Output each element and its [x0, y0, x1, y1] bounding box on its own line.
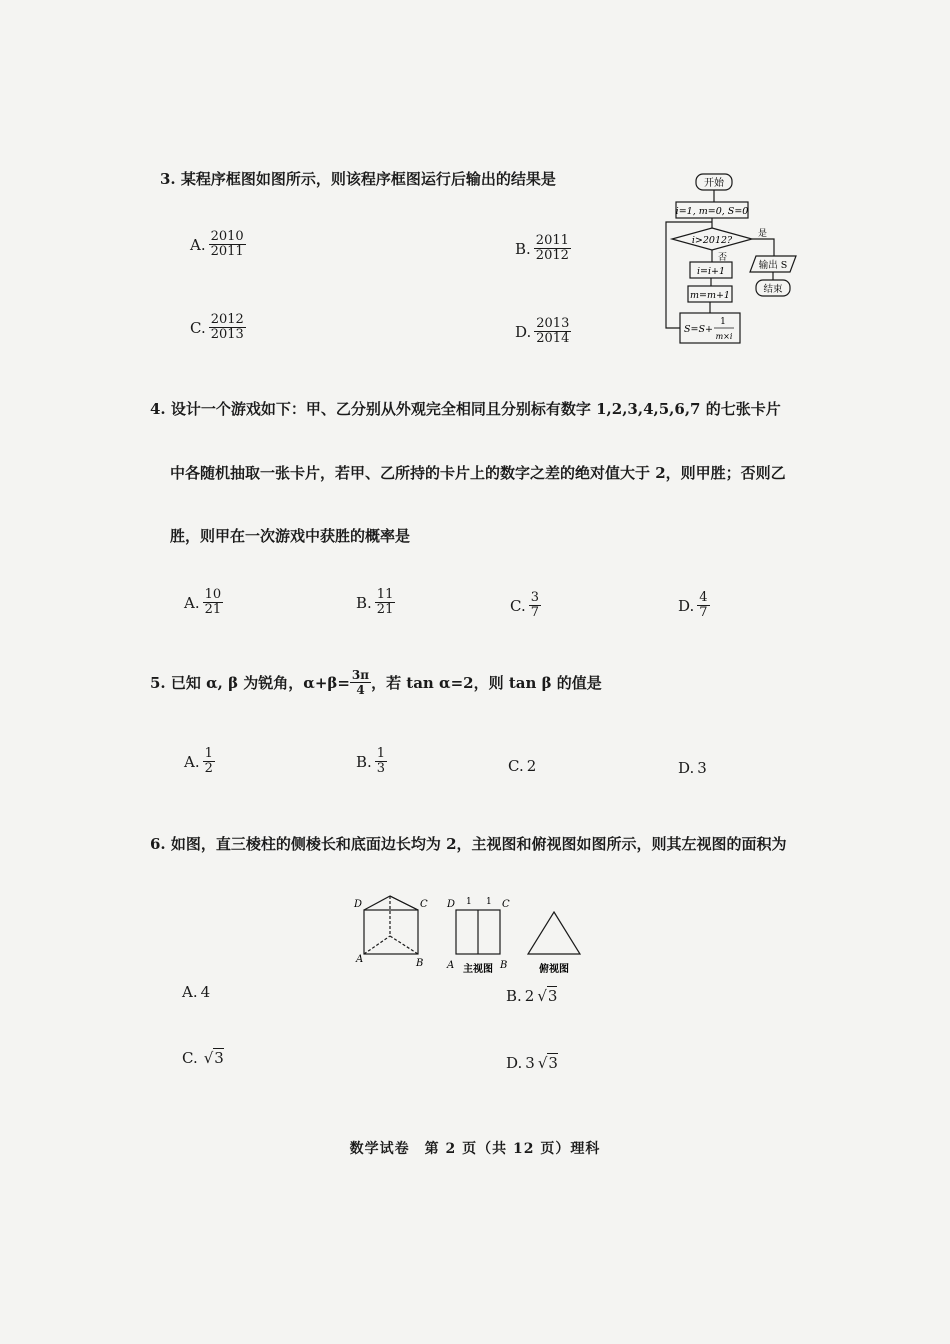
- q3-option-b: [515, 234, 571, 263]
- q5-stem-part-a: 5. 已知 α, β 为锐角，α+β=: [150, 674, 350, 692]
- q5-stem: [150, 668, 602, 697]
- flow-step3-lhs: S=S+: [684, 324, 713, 335]
- option-fraction: $\frac{11}{21}$: [376, 587, 394, 617]
- flow-output-text: 输出 S: [758, 260, 788, 271]
- q6-option-c: [182, 1049, 224, 1067]
- option-label: C.: [190, 318, 206, 337]
- q3-flowchart: [660, 170, 820, 350]
- option-label: C.: [508, 757, 524, 775]
- q4-stem-line1: 4. 设计一个游戏如下：甲、乙分别从外观完全相同且分别标有数字 1,2,3,4,5,6,7 的七张卡片: [150, 400, 781, 418]
- option-label: D.: [678, 759, 695, 777]
- option-label: C.: [510, 596, 526, 615]
- front-label-one-left: 1: [466, 897, 472, 907]
- q6-option-b: [506, 987, 557, 1005]
- option-label: C.: [182, 1049, 198, 1067]
- option-label: B.: [515, 239, 531, 258]
- option-label: D.: [678, 596, 695, 615]
- prism-ridge: [390, 896, 418, 910]
- q6-stem: 6. 如图，直三棱柱的侧棱长和底面边长均为 2，主视图和俯视图如图所示，则其左视图的面积为: [150, 835, 787, 853]
- flow-step2-text: m=m+1: [690, 290, 730, 301]
- q5-option-a: [184, 747, 215, 776]
- option-label: B.: [356, 752, 372, 771]
- option-coef: 3: [525, 1054, 535, 1072]
- flow-cond-text: i>2012?: [691, 235, 733, 246]
- option-fraction: $\frac{10}{21}$: [204, 587, 222, 617]
- prism-hidden-base-right: [390, 936, 418, 954]
- front-label-d: D: [447, 899, 456, 910]
- front-label-one-right: 1: [486, 897, 492, 907]
- option-fraction: $\frac{4}{7}$: [699, 590, 708, 620]
- option-label: B.: [356, 593, 372, 612]
- q5-stem-part-b: ，若 tan α=2，则 tan β 的值是: [371, 674, 602, 692]
- option-value: 3: [697, 759, 707, 777]
- radical: √3: [537, 1054, 558, 1072]
- q5-stem-fraction: $\frac{3\pi}{4}$: [351, 668, 370, 697]
- option-fraction: $\frac{1}{3}$: [376, 746, 386, 776]
- q4-option-a: [184, 588, 223, 617]
- top-view-triangle: [528, 912, 580, 954]
- q4-option-b: [356, 588, 395, 617]
- top-view-caption: 俯视图: [539, 964, 569, 975]
- front-label-c: C: [502, 899, 510, 910]
- option-label: A.: [190, 235, 206, 254]
- flow-init-text: i=1, m=0, S=0: [675, 206, 749, 217]
- option-label: D.: [506, 1054, 523, 1072]
- option-fraction: $\frac{2011}{2012}$: [535, 233, 569, 263]
- q5-option-b: [356, 747, 387, 776]
- prism-front-face: [364, 910, 418, 954]
- prism-label-d: D: [354, 899, 363, 910]
- q3-option-d: [515, 317, 571, 346]
- flow-no-text: 否: [718, 253, 728, 263]
- option-label: A.: [184, 593, 200, 612]
- option-label: D.: [515, 322, 532, 341]
- q6-figures: [350, 890, 600, 980]
- q4-option-d: [678, 591, 710, 620]
- flow-step3-num: 1: [720, 317, 726, 327]
- flow-start-text: 开始: [704, 178, 724, 189]
- option-fraction: $\frac{3}{7}$: [530, 590, 539, 620]
- prism-label-c: C: [420, 899, 428, 910]
- flow-yes-text: 是: [758, 229, 768, 239]
- prism-label-b: B: [416, 958, 424, 969]
- prism-top-edges: [364, 896, 418, 910]
- option-fraction: $\frac{2012}{2013}$: [210, 312, 244, 342]
- q4-stem-line2: 中各随机抽取一张卡片，若甲、乙所持的卡片上的数字之差的绝对值大于 2，则甲胜；否则乙: [170, 464, 786, 482]
- front-label-a: A: [447, 960, 455, 971]
- q4-option-c: [510, 591, 541, 620]
- front-label-b: B: [500, 960, 508, 971]
- front-view-caption: 主视图: [463, 964, 493, 975]
- option-value: 4: [200, 983, 211, 1001]
- q3-option-a: [190, 230, 246, 259]
- option-label: A.: [184, 752, 200, 771]
- q5-option-d: [678, 759, 707, 777]
- q5-option-c: [508, 757, 536, 775]
- option-fraction: $\frac{2010}{2011}$: [210, 229, 244, 259]
- option-value: 2: [526, 757, 537, 775]
- radical: √3: [203, 1049, 224, 1067]
- flow-step3-den: m×i: [715, 332, 733, 341]
- prism-hidden-base-left: [364, 936, 390, 954]
- option-label: A.: [182, 983, 198, 1001]
- flow-step1-text: i=i+1: [696, 266, 726, 277]
- option-label: B.: [506, 987, 522, 1005]
- q4-stem-line3: 胜，则甲在一次游戏中获胜的概率是: [170, 527, 411, 545]
- option-fraction: $\frac{2013}{2014}$: [536, 316, 570, 346]
- option-fraction: $\frac{1}{2}$: [204, 746, 213, 776]
- prism-label-a: A: [356, 954, 364, 965]
- flow-end-text: 结束: [763, 284, 783, 295]
- q6-option-a: [182, 983, 210, 1001]
- q3-option-c: [190, 313, 246, 342]
- q3-stem: 3. 某程序框图如图所示，则该程序框图运行后输出的结果是: [160, 170, 556, 188]
- radical: √3: [537, 987, 558, 1005]
- page-footer: 数学试卷 第 2 页（共 12 页）理科: [349, 1141, 601, 1157]
- option-coef: 2: [524, 987, 535, 1005]
- q6-option-d: [506, 1054, 558, 1072]
